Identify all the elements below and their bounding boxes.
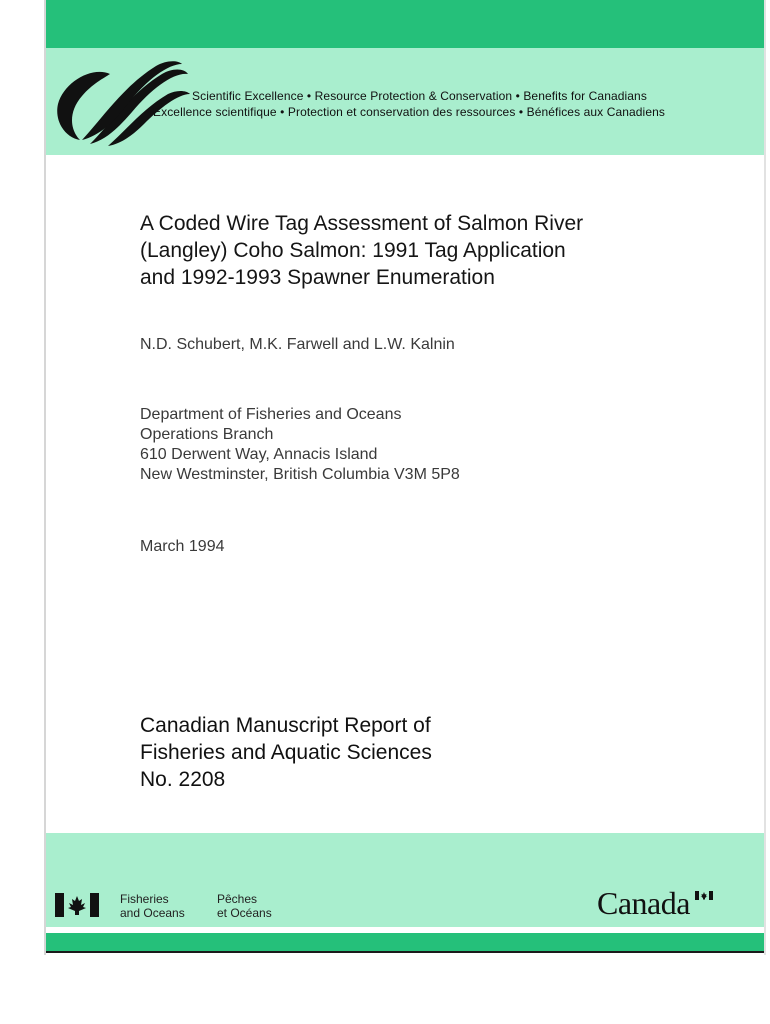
department-name-english: [120, 892, 185, 920]
wordmark-flag-icon: [695, 891, 713, 900]
address-line: Department of Fisheries and Oceans: [140, 406, 402, 423]
motto-english: Scientific Excellence • Resource Protection & Conservation • Benefits for Canadians: [192, 89, 647, 103]
address-line: New Westminster, British Columbia V3M 5P8: [140, 466, 460, 483]
dept-line: Pêches: [217, 892, 258, 906]
dept-line: Fisheries: [120, 892, 169, 906]
series-line: Canadian Manuscript Report of: [140, 714, 431, 737]
title-line: (Langley) Coho Salmon: 1991 Tag Application: [140, 239, 566, 262]
dfo-swoosh-logo-icon: [52, 52, 192, 152]
series-line: No. 2208: [140, 768, 226, 791]
dept-line: and Oceans: [120, 906, 185, 920]
footer-bottom-bar: [46, 933, 764, 951]
authors: N.D. Schubert, M.K. Farwell and L.W. Kalnin: [140, 336, 455, 353]
header-top-bar: [46, 0, 764, 48]
publication-date: March 1994: [140, 538, 225, 555]
department-name-french: [217, 892, 272, 920]
page-edge-right: [764, 0, 766, 955]
title-line: A Coded Wire Tag Assessment of Salmon River: [140, 212, 584, 235]
series-line: Fisheries and Aquatic Sciences: [140, 741, 432, 764]
author-address: [140, 405, 460, 485]
report-title: [140, 210, 700, 291]
dept-line: et Océans: [217, 906, 272, 920]
canada-wordmark: Canada: [597, 885, 690, 921]
footer-rule: [46, 951, 764, 953]
address-line: 610 Derwent Way, Annacis Island: [140, 446, 378, 463]
title-line: and 1992-1993 Spawner Enumeration: [140, 266, 495, 289]
address-line: Operations Branch: [140, 426, 274, 443]
report-series: [140, 712, 432, 793]
motto-french: Excellence scientifique • Protection et conservation des ressources • Bénéfices aux Canadiens: [153, 105, 665, 119]
canada-flag-icon: [55, 893, 99, 917]
